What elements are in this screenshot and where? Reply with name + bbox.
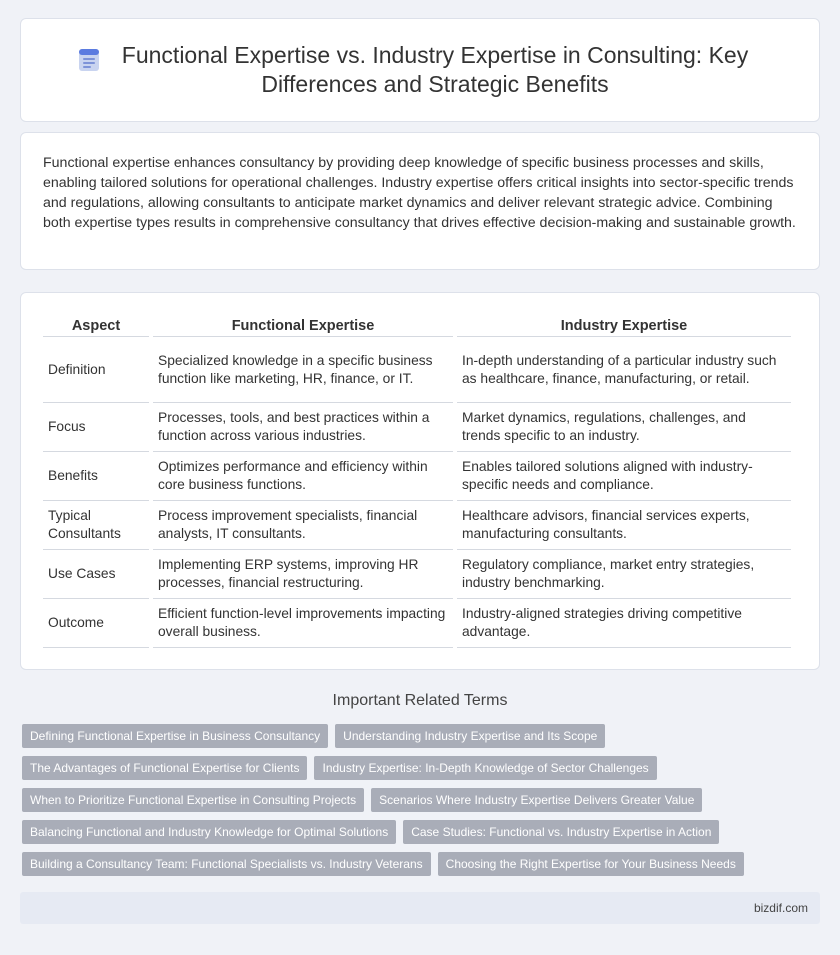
header-aspect: Aspect — [43, 309, 149, 337]
table-row — [43, 550, 791, 599]
cell-functional: Efficient function-level improvements impacting overall business. — [153, 599, 453, 648]
table-row — [43, 501, 791, 550]
related-term-tag[interactable]: When to Prioritize Functional Expertise in Consulting Projects — [22, 788, 364, 812]
table-row — [43, 452, 791, 501]
table-row — [43, 337, 791, 403]
cell-functional: Implementing ERP systems, improving HR processes, financial restructuring. — [153, 550, 453, 599]
related-term-tag[interactable]: Understanding Industry Expertise and Its Scope — [335, 724, 605, 748]
cell-functional: Processes, tools, and best practices within a function across various industries. — [153, 403, 453, 452]
comparison-table — [39, 309, 795, 648]
related-term-tag[interactable]: Scenarios Where Industry Expertise Delivers Greater Value — [371, 788, 702, 812]
cell-functional: Optimizes performance and efficiency within core business functions. — [153, 452, 453, 501]
table-header-row — [43, 309, 791, 337]
cell-industry: Healthcare advisors, financial services experts, manufacturing consultants. — [457, 501, 791, 550]
related-term-tag[interactable]: The Advantages of Functional Expertise for Clients — [22, 756, 307, 780]
cell-functional: Process improvement specialists, financial analysts, IT consultants. — [153, 501, 453, 550]
table-row — [43, 599, 791, 648]
cell-aspect: Benefits — [43, 452, 149, 501]
cell-aspect: Definition — [43, 337, 149, 403]
cell-functional: Specialized knowledge in a specific business function like marketing, HR, finance, or IT. — [153, 337, 453, 403]
cell-industry: Industry-aligned strategies driving competitive advantage. — [457, 599, 791, 648]
cell-aspect: Outcome — [43, 599, 149, 648]
related-term-tag[interactable]: Building a Consultancy Team: Functional Specialists vs. Industry Veterans — [22, 852, 431, 876]
intro-text: Functional expertise enhances consultancy by providing deep knowledge of specific business processes and skills, enabling tailored solutions for operational challenges. Industry expertise offers critical insights into sector-specific trends and regulations, allowing consultants to anticipate market dynamics and deliver relevant strategic advice. Combining both expertise types results in comprehensive consultancy that drives effective decision-making and sustainable growth. — [43, 155, 796, 231]
related-term-tag[interactable]: Industry Expertise: In-Depth Knowledge of Sector Challenges — [314, 756, 656, 780]
related-terms-title: Important Related Terms — [332, 692, 508, 709]
cell-industry: Market dynamics, regulations, challenges, and trends specific to an industry. — [457, 403, 791, 452]
footer — [20, 892, 820, 924]
cell-industry: Enables tailored solutions aligned with industry-specific needs and compliance. — [457, 452, 791, 501]
header-functional: Functional Expertise — [153, 309, 453, 337]
cell-aspect: Typical Consultants — [43, 501, 149, 550]
intro-card — [20, 132, 820, 270]
comparison-table-card — [20, 292, 820, 670]
related-term-tag[interactable]: Balancing Functional and Industry Knowledge for Optimal Solutions — [22, 820, 396, 844]
page-title: Functional Expertise vs. Industry Expertise in Consulting: Key Differences and Strategic Benefits — [121, 42, 749, 97]
header-industry: Industry Expertise — [457, 309, 791, 337]
related-terms-list — [22, 724, 818, 876]
title-card — [20, 18, 820, 122]
footer-site-link[interactable]: bizdif.com — [753, 901, 808, 915]
cell-industry: In-depth understanding of a particular industry such as healthcare, finance, manufacturing, or retail. — [457, 337, 791, 403]
related-term-tag[interactable]: Defining Functional Expertise in Business Consultancy — [22, 724, 328, 748]
cell-aspect: Focus — [43, 403, 149, 452]
cell-aspect: Use Cases — [43, 550, 149, 599]
table-row — [43, 403, 791, 452]
related-term-tag[interactable]: Choosing the Right Expertise for Your Business Needs — [438, 852, 744, 876]
related-term-tag[interactable]: Case Studies: Functional vs. Industry Expertise in Action — [403, 820, 719, 844]
cell-industry: Regulatory compliance, market entry strategies, industry benchmarking. — [457, 550, 791, 599]
